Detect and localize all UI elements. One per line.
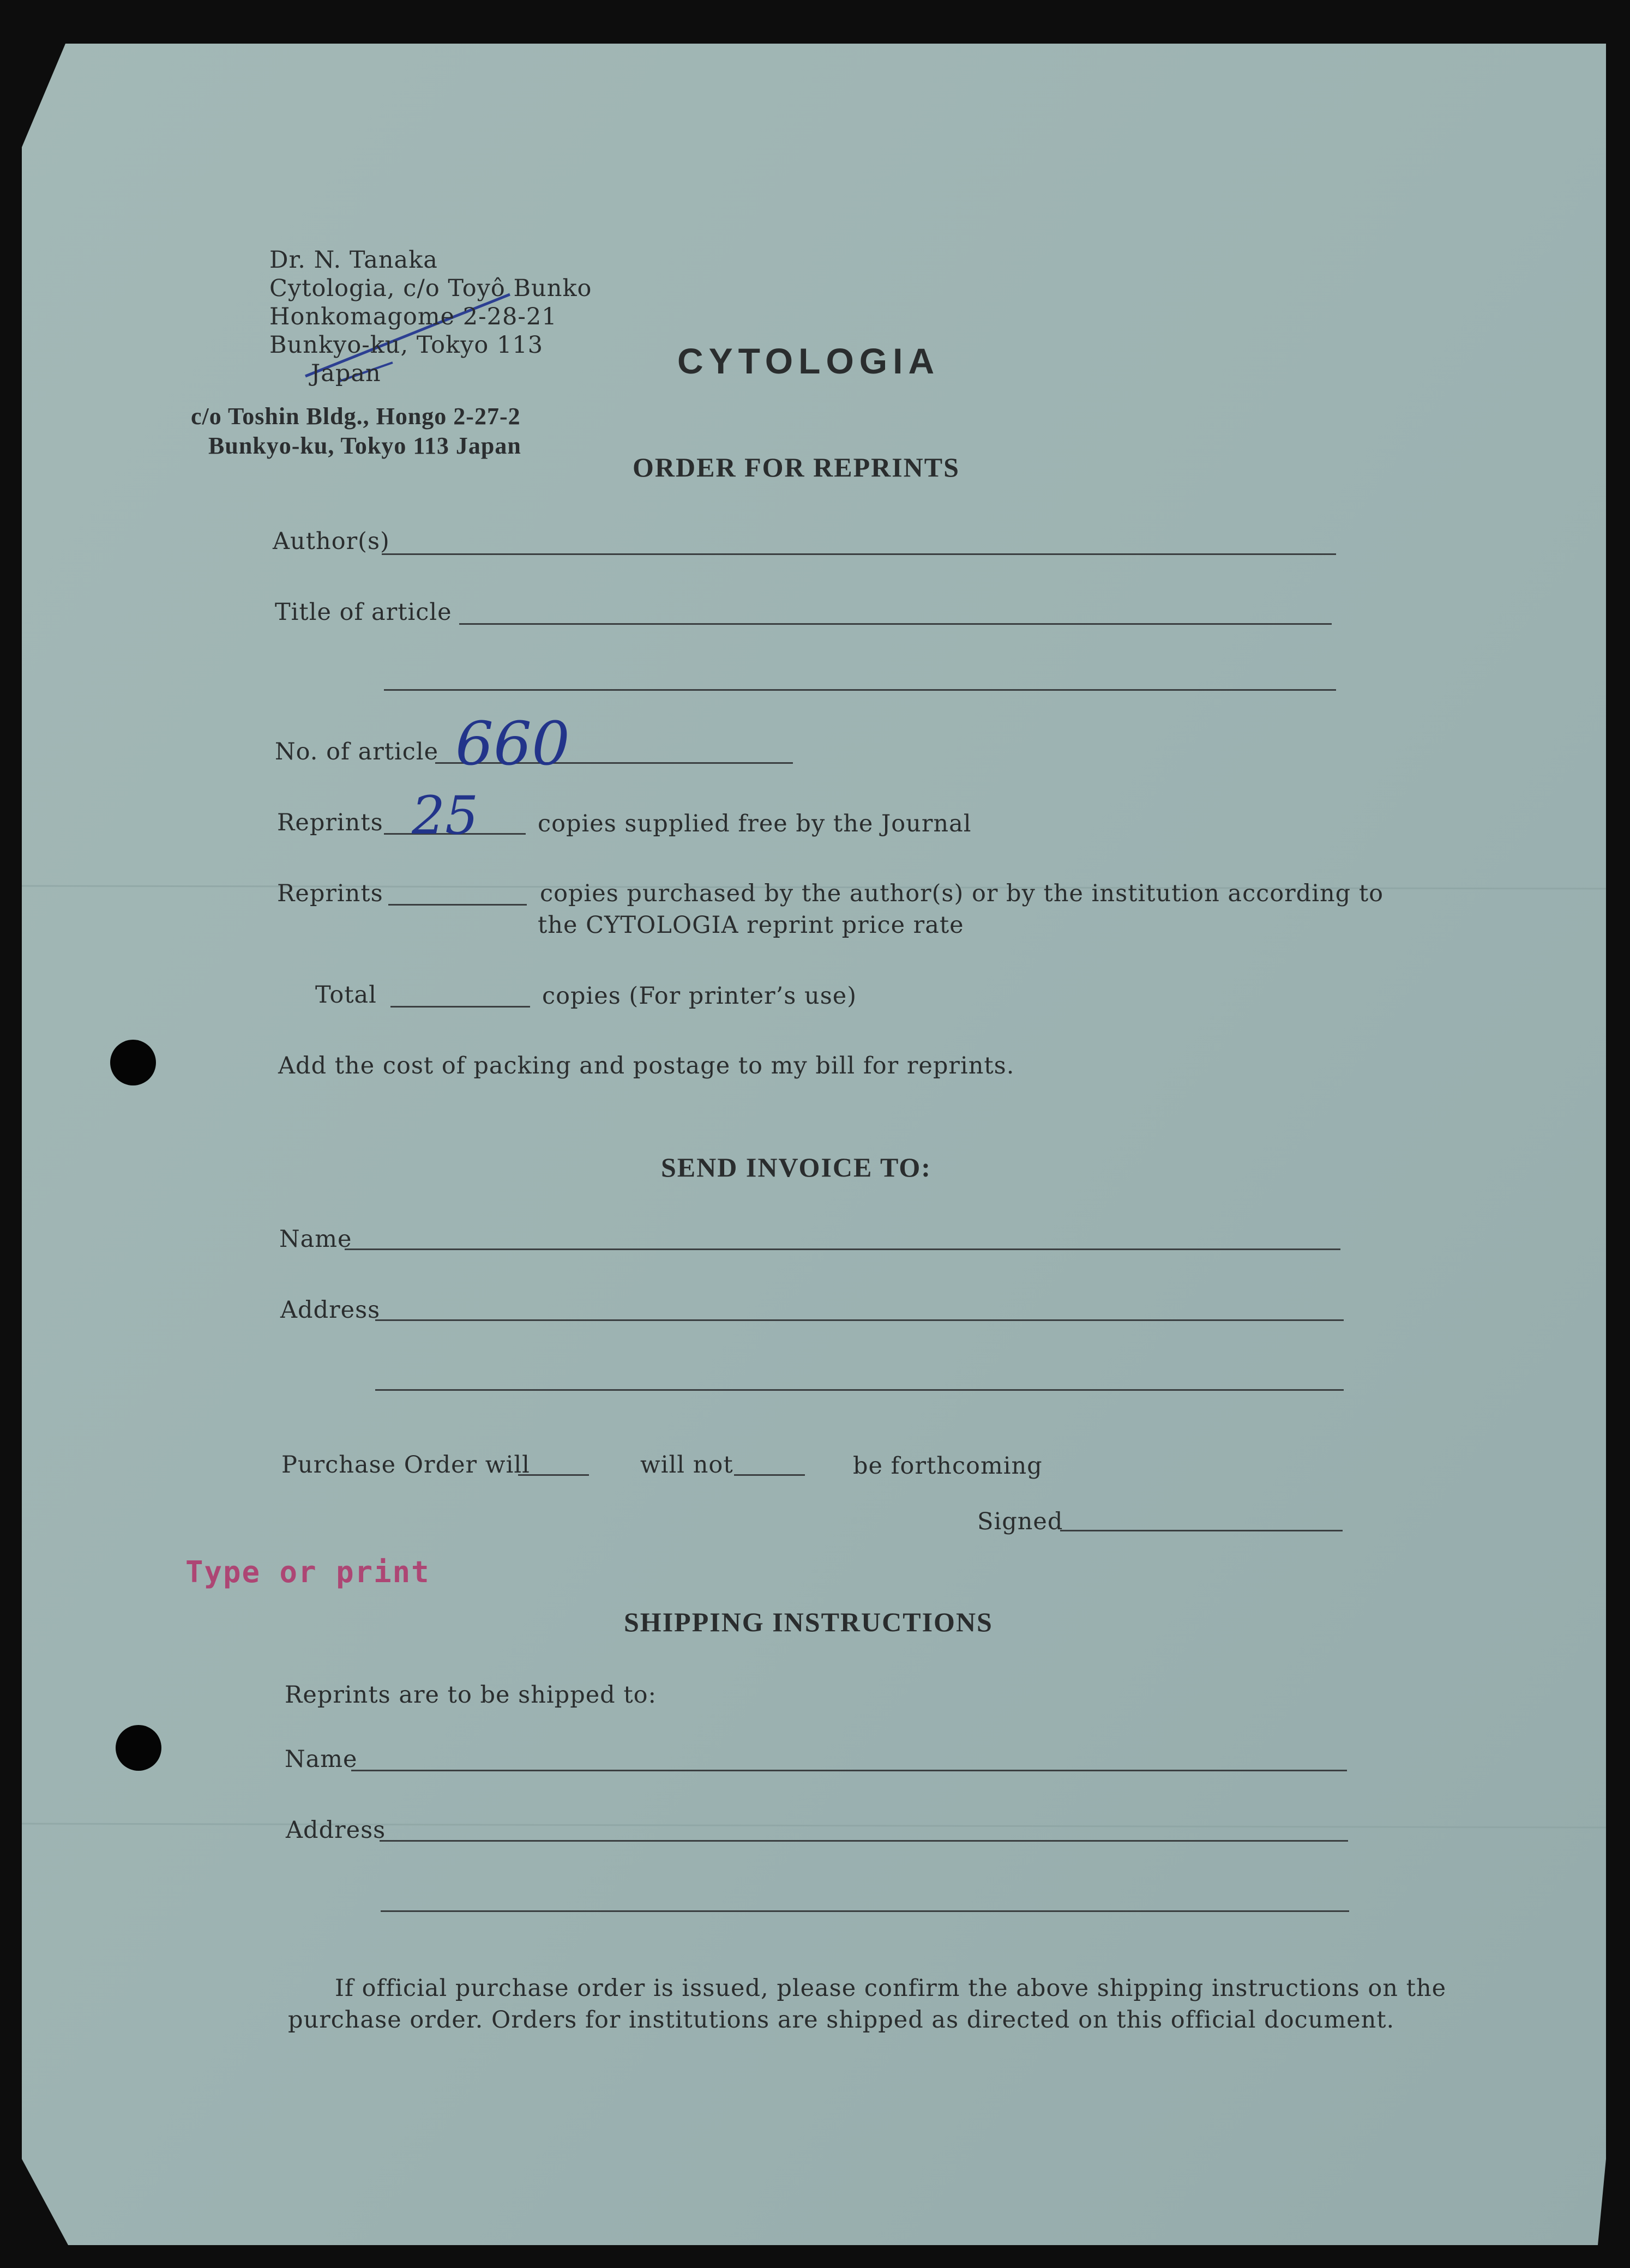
total-field[interactable] <box>390 1006 530 1008</box>
signature-field[interactable] <box>1060 1530 1343 1531</box>
article-title-field-2[interactable] <box>384 689 1336 691</box>
invoice-name-field[interactable] <box>345 1248 1340 1250</box>
sender-line: Cytologia, c/o Toyô Bunko <box>269 275 592 302</box>
handwritten-article-number: 660 <box>455 709 570 779</box>
purchased-text: the CYTOLOGIA reprint price rate <box>538 912 964 939</box>
footer-note: purchase order. Orders for institutions are shipped as directed on this official document. <box>288 2006 1395 2034</box>
po-will-not-label: will not <box>640 1451 733 1479</box>
invoice-address-field-2[interactable] <box>375 1389 1344 1391</box>
punch-hole <box>116 1725 161 1771</box>
shipping-intro: Reprints are to be shipped to: <box>285 1681 657 1709</box>
purchased-copies-field[interactable] <box>388 904 527 906</box>
shipping-name-field[interactable] <box>351 1770 1347 1771</box>
reprints-label: Reprints <box>277 880 383 907</box>
signed-label: Signed <box>977 1508 1063 1535</box>
type-or-print-stamp: Type or print <box>185 1555 430 1589</box>
punch-hole <box>110 1040 156 1085</box>
new-address-line: Bunkyo-ku, Tokyo 113 Japan <box>208 432 521 459</box>
sender-line: Honkomagome 2-28-21 <box>269 303 557 330</box>
po-will-label: Purchase Order will <box>281 1451 530 1479</box>
sender-line: Dr. N. Tanaka <box>269 246 438 274</box>
article-title-field[interactable] <box>459 623 1332 625</box>
sender-line: Japan <box>311 360 381 387</box>
postage-note: Add the cost of packing and postage to my bill for reprints. <box>278 1052 1015 1079</box>
free-copies-text: copies supplied free by the Journal <box>538 810 972 837</box>
po-forthcoming-label: be forthcoming <box>853 1452 1043 1480</box>
shipping-address-label: Address <box>286 1817 386 1844</box>
po-will-not-field[interactable] <box>734 1474 805 1476</box>
shipping-heading: SHIPPING INSTRUCTIONS <box>624 1607 993 1637</box>
sender-line: Bunkyo-ku, Tokyo 113 <box>269 331 544 359</box>
reprints-label: Reprints <box>277 809 383 836</box>
shipping-address-field-2[interactable] <box>381 1910 1349 1912</box>
journal-title: CYTOLOGIA <box>677 341 940 381</box>
new-address-line: c/o Toshin Bldg., Hongo 2-27-2 <box>191 403 521 430</box>
shipping-address-field[interactable] <box>380 1840 1348 1842</box>
invoice-address-label: Address <box>280 1296 381 1324</box>
purchased-text: copies purchased by the author(s) or by the institution according to <box>540 880 1384 907</box>
invoice-name-label: Name <box>279 1226 352 1253</box>
footer-note: If official purchase order is issued, please confirm the above shipping instructions on the <box>335 1975 1447 2002</box>
total-text: copies (For printer’s use) <box>542 982 857 1010</box>
total-label: Total <box>315 981 377 1009</box>
invoice-heading: SEND INVOICE TO: <box>661 1152 931 1183</box>
form-title: ORDER FOR REPRINTS <box>633 452 960 482</box>
authors-field[interactable] <box>382 553 1336 555</box>
handwritten-free-copies: 25 <box>412 785 479 846</box>
po-will-field[interactable] <box>518 1474 589 1476</box>
invoice-address-field[interactable] <box>375 1319 1344 1321</box>
shipping-name-label: Name <box>285 1746 358 1773</box>
article-number-label: No. of article <box>275 738 439 765</box>
article-title-label: Title of article <box>275 599 452 626</box>
authors-label: Author(s) <box>273 528 390 555</box>
